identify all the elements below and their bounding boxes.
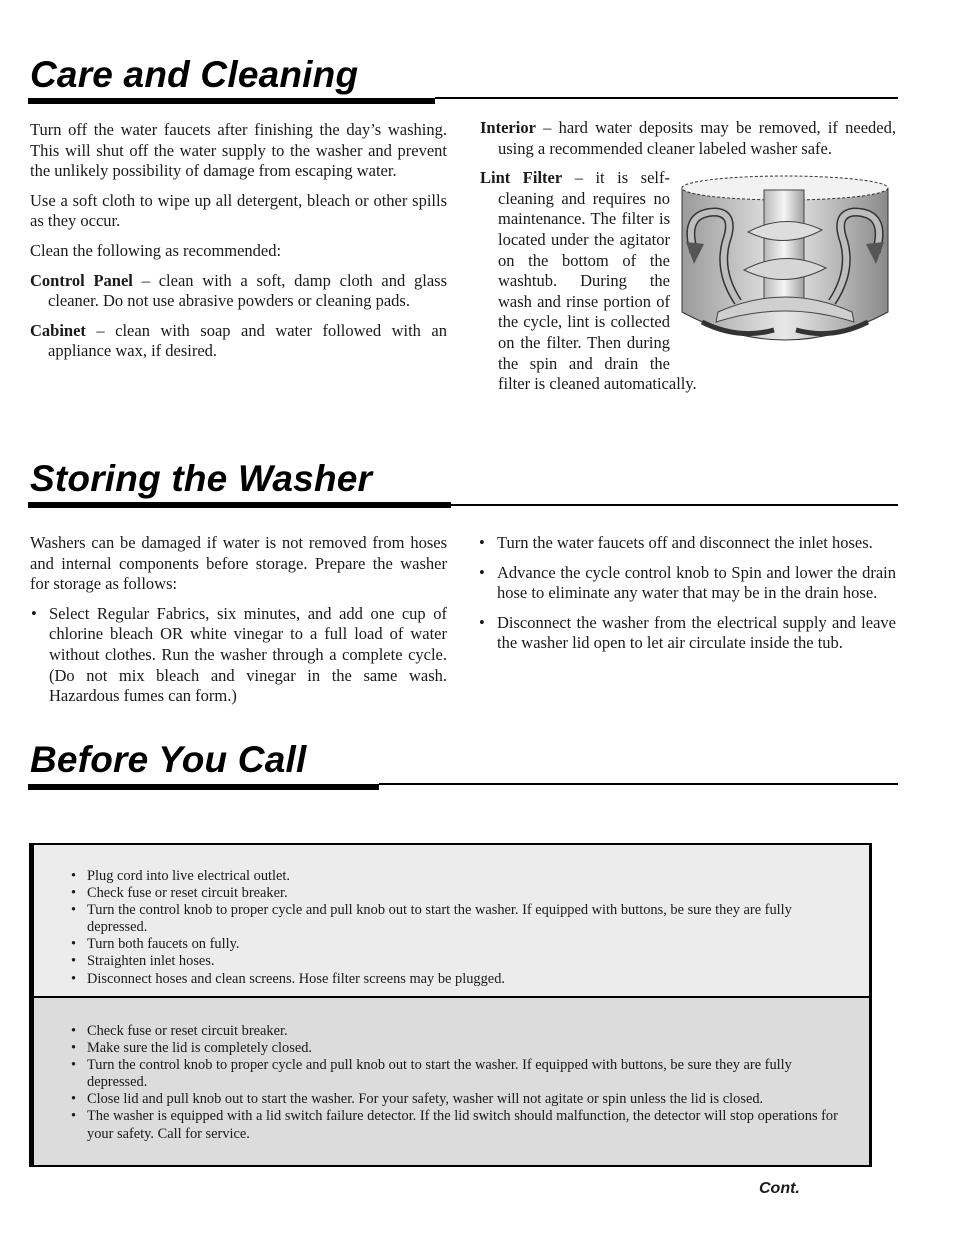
storing-left-list [30, 604, 447, 707]
list-item: • Turn both faucets on fully. [71, 936, 844, 953]
list-item: • Plug cord into live electrical outlet. [71, 868, 844, 885]
storing-intro: Washers can be damaged if water is not removed from hoses and internal components before storage. Prepare the washer for storage as follows: [30, 533, 447, 594]
list-item: • Straighten inlet hoses. [71, 953, 844, 970]
list-item: • Disconnect hoses and clean screens. Hose filter screens may be plugged. [71, 971, 844, 988]
care-and-cleaning-title: Care and Cleaning [30, 54, 359, 95]
interior-term: Interior [480, 118, 536, 137]
continued-label: Cont. [759, 1180, 800, 1197]
control-panel-term: Control Panel [30, 270, 133, 290]
list-item: • Close lid and pull knob out to start the washer. For your safety, washer will not agitate or spin unless the lid is closed. [71, 1091, 844, 1108]
troubleshooting-row [34, 845, 869, 996]
title-underline-thin [451, 504, 898, 506]
list-item: • Turn the water faucets off and disconnect the inlet hoses. [478, 533, 896, 554]
list-item: • Advance the cycle control knob to Spin and lower the drain hose to eliminate any water that may be in the drain hose. [478, 563, 896, 604]
care-paragraph: Use a soft cloth to wipe up all detergent, bleach or other spills as they occur. [30, 190, 447, 231]
control-panel-item [30, 271, 447, 312]
list-item: • Turn the control knob to proper cycle and pull knob out to start the washer. If equipped with buttons, be sure they are fully depressed. [71, 1057, 844, 1091]
list-item: • The washer is equipped with a lid switch failure detector. If the lid switch should malfunction, the detector will stop operations for your safety. Call for service. [71, 1108, 844, 1142]
cabinet-text: – clean with soap and water followed with an appliance wax, if desired. [48, 320, 447, 361]
storing-right-list [478, 533, 896, 654]
storing-right-column [478, 533, 896, 663]
troubleshooting-row [34, 998, 869, 1165]
list-item: • Check fuse or reset circuit breaker. [71, 1023, 844, 1040]
title-underline-thick [28, 784, 379, 790]
storing-the-washer-title: Storing the Washer [30, 458, 373, 499]
care-left-column [30, 120, 447, 371]
control-panel-text: – clean with a soft, damp cloth and glass cleaner. Do not use abrasive powders or cleaning pads. [48, 270, 447, 311]
title-underline-thin [435, 97, 898, 99]
solutions-list [71, 868, 844, 988]
title-underline-thick [28, 502, 451, 508]
care-right-column [480, 118, 896, 395]
list-item: • Turn the control knob to proper cycle and pull knob out to start the washer. If equipped with buttons, be sure they are fully depressed. [71, 902, 844, 936]
title-underline-thick [28, 98, 435, 104]
care-paragraph: Clean the following as recommended: [30, 240, 282, 260]
lint-filter-text: – it is self-cleaning and requires no maintenance. The filter is located under the agitator on the bottom of the washtub. During the wash and rinse portion of the cycle, lint is collected on the filter. Then during the spin and drain the filter is cleaned automatically. [498, 168, 697, 394]
cabinet-item [30, 321, 447, 362]
list-item: • Make sure the lid is completely closed. [71, 1040, 844, 1057]
list-item: • Check fuse or reset circuit breaker. [71, 885, 844, 902]
list-item: • Disconnect the washer from the electrical supply and leave the washer lid open to let air circulate inside the tub. [478, 613, 896, 654]
cabinet-term: Cabinet [30, 320, 86, 340]
before-you-call-title: Before You Call [30, 739, 307, 780]
interior-item [480, 118, 896, 159]
solutions-list [71, 1023, 844, 1143]
agitator-illustration [678, 172, 892, 354]
storing-left-column [30, 533, 447, 716]
list-item: • Select Regular Fabrics, six minutes, and add one cup of chlorine bleach OR white vinegar to a full load of water without clothes. Run the washer through a complete cycle. (Do not mix bleach and vinegar in the same wash. Hazardous fumes can form.) [30, 604, 447, 707]
lint-filter-item [480, 168, 896, 395]
lint-filter-term: Lint Filter [480, 168, 563, 188]
care-paragraph: Turn off the water faucets after finishing the day’s washing. This will shut off the water supply to the washer and prevent the unlikely possibility of damage from escaping water. [30, 120, 447, 181]
interior-text: – hard water deposits may be removed, if needed, using a recommended cleaner labeled washer safe. [498, 118, 896, 158]
title-underline-thin [379, 783, 898, 785]
